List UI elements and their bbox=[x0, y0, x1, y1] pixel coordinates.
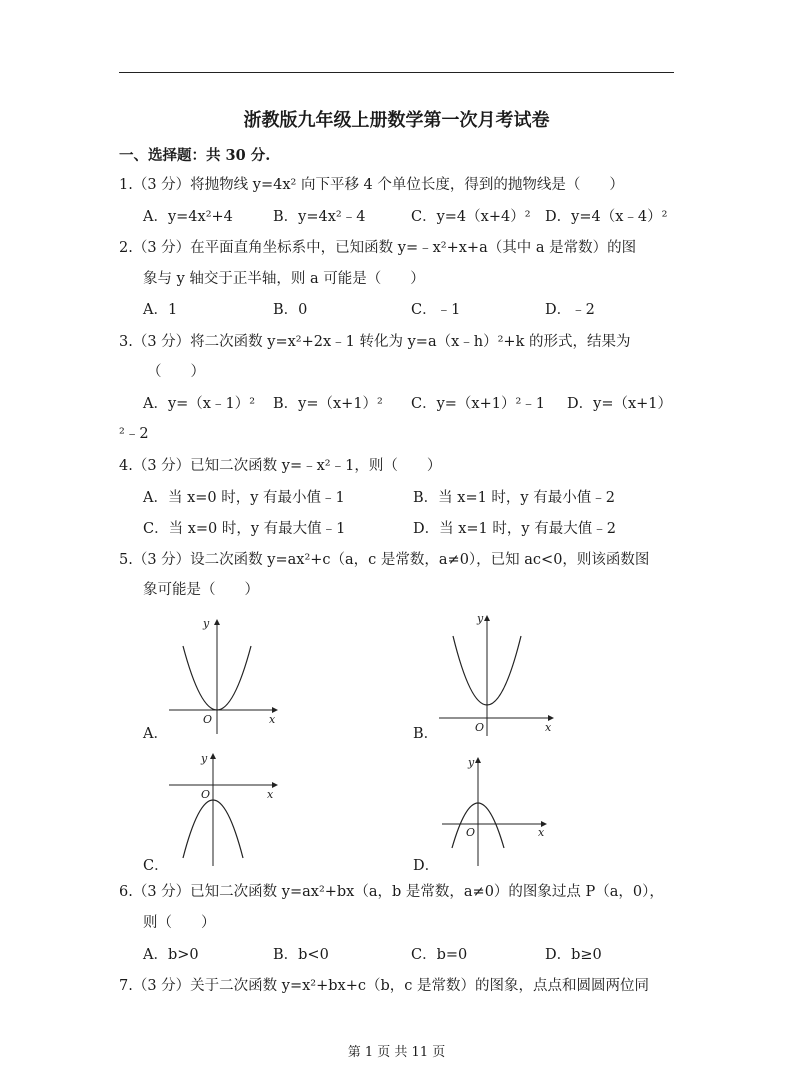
q5-stem-line2: 象可能是（ ） bbox=[143, 582, 259, 598]
q3-option-c: C．y=（x+1）²﹣1 bbox=[411, 396, 546, 412]
q5-graph-b-x-label: x bbox=[545, 721, 552, 734]
q5-graph-a-y-label: y bbox=[203, 617, 210, 630]
q5-graph-d-origin-label: O bbox=[466, 826, 476, 839]
q6-option-a: A．b>0 bbox=[143, 947, 199, 963]
q2-option-d: D．﹣2 bbox=[545, 302, 595, 318]
section-heading: 一、选择题：共 30 分. bbox=[119, 147, 271, 164]
q5-graph-a bbox=[165, 612, 285, 737]
q5-graph-b-origin-label: O bbox=[475, 721, 485, 734]
q2-option-a: A．1 bbox=[143, 302, 178, 318]
q5-graph-a-x-label: x bbox=[269, 713, 276, 726]
q5-stem-line1: 5.（3 分）设二次函数 y=ax²+c（a，c 是常数，a≠0），已知 ac<0，则该函数图 bbox=[119, 552, 650, 568]
q1-option-a: A．y=4x²+4 bbox=[143, 209, 233, 225]
q5-option-a: A． bbox=[143, 726, 168, 742]
page-title: 浙教版九年级上册数学第一次月考试卷 bbox=[243, 110, 550, 131]
q2-stem-line1: 2.（3 分）在平面直角坐标系中，已知函数 y=﹣x²+x+a（其中 a 是常数）的图 bbox=[119, 240, 637, 256]
top-rule bbox=[119, 72, 674, 73]
q5-graph-c bbox=[165, 748, 285, 868]
q2-option-c: C．﹣1 bbox=[411, 302, 461, 318]
q3-stem-line2: （ ） bbox=[147, 364, 205, 380]
q1-stem: 1.（3 分）将抛物线 y=4x² 向下平移 4 个单位长度，得到的抛物线是（ ） bbox=[119, 177, 624, 193]
q2-option-b: B．0 bbox=[273, 302, 308, 318]
page-footer: 第 1 页 共 11 页 bbox=[347, 1045, 446, 1060]
q5-graph-a-origin-label: O bbox=[203, 713, 213, 726]
q5-graph-c-x-label: x bbox=[267, 788, 274, 801]
q4-option-b: B．当 x=1 时，y 有最小值﹣2 bbox=[413, 490, 615, 506]
q6-option-b: B．b<0 bbox=[273, 947, 329, 963]
q6-stem-line1: 6.（3 分）已知二次函数 y=ax²+bx（a，b 是常数，a≠0）的图象过点 P（a，0）， bbox=[119, 884, 664, 900]
q1-option-c: C．y=4（x+4）² bbox=[411, 209, 531, 225]
q5-graph-b bbox=[435, 608, 560, 738]
q5-graph-d-y-label: y bbox=[468, 756, 475, 769]
q6-option-d: D．b≥0 bbox=[545, 947, 602, 963]
q5-graph-b-y-label: y bbox=[477, 612, 484, 625]
q3-option-d-wrap: ²﹣2 bbox=[119, 426, 149, 442]
q5-option-d: D． bbox=[413, 858, 440, 874]
q5-option-c: C． bbox=[143, 858, 169, 874]
q4-option-c: C．当 x=0 时，y 有最大值﹣1 bbox=[143, 521, 346, 537]
q6-option-c: C．b=0 bbox=[411, 947, 468, 963]
q5-graph-d-x-label: x bbox=[538, 826, 545, 839]
q4-stem: 4.（3 分）已知二次函数 y=﹣x²﹣1，则（ ） bbox=[119, 458, 442, 474]
q4-option-a: A．当 x=0 时，y 有最小值﹣1 bbox=[143, 490, 345, 506]
q2-stem-line2: 象与 y 轴交于正半轴，则 a 可能是（ ） bbox=[143, 271, 425, 287]
q5-graph-d bbox=[438, 752, 558, 868]
q7-stem: 7.（3 分）关于二次函数 y=x²+bx+c（b，c 是常数）的图象，点点和圆圆两位同 bbox=[119, 978, 649, 994]
q5-graph-c-y-label: y bbox=[201, 752, 208, 765]
q3-option-d: D．y=（x+1） bbox=[567, 396, 673, 412]
q3-option-b: B．y=（x+1）² bbox=[273, 396, 383, 412]
q3-stem-line1: 3.（3 分）将二次函数 y=x²+2x﹣1 转化为 y=a（x﹣h）²+k 的形式，结果为 bbox=[119, 334, 631, 350]
q6-stem-line2: 则（ ） bbox=[143, 915, 216, 931]
q3-option-a: A．y=（x﹣1）² bbox=[143, 396, 256, 412]
q5-option-b: B． bbox=[413, 726, 439, 742]
q5-graph-c-origin-label: O bbox=[201, 788, 211, 801]
q1-option-b: B．y=4x²﹣4 bbox=[273, 209, 366, 225]
q4-option-d: D．当 x=1 时，y 有最大值﹣2 bbox=[413, 521, 616, 537]
q1-option-d: D．y=4（x﹣4）² bbox=[545, 209, 668, 225]
